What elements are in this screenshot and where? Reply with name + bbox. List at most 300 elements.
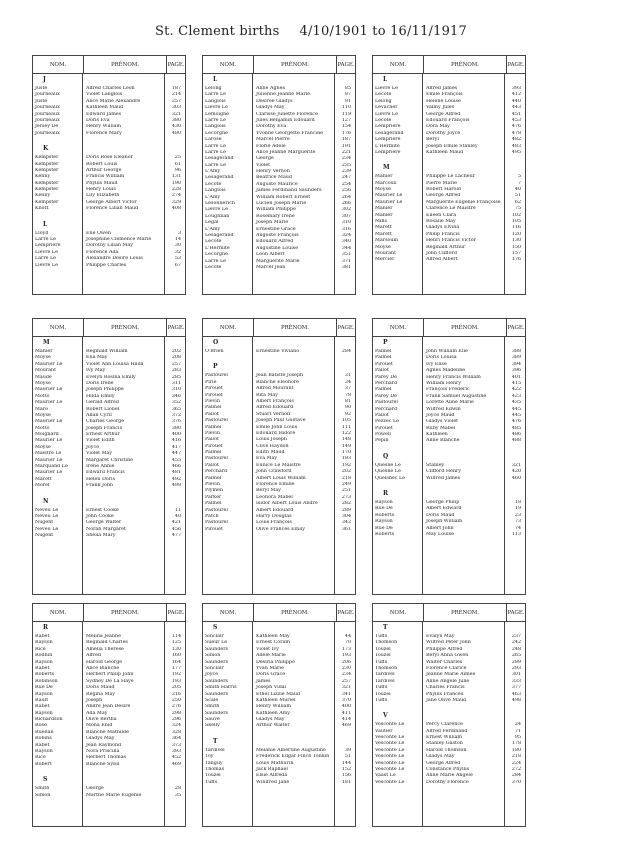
page-number: 400 [341, 704, 351, 710]
given-names: Louis Mathurin [256, 760, 294, 766]
page-number: 87 [344, 92, 351, 98]
given-names: Alice Blanche [86, 665, 120, 671]
page-number: 248 [511, 646, 521, 652]
letter-heading: P [383, 339, 388, 346]
letter-heading: P [213, 363, 218, 371]
column-divider [82, 74, 83, 294]
surname: Moyse [35, 444, 51, 450]
letter-heading: N [43, 497, 49, 505]
page-number: 181 [341, 779, 351, 785]
surname: Mourant [375, 250, 397, 256]
surname: Tuffs [205, 779, 218, 785]
surname: Pastourel [205, 373, 228, 379]
surname: Parker [205, 494, 222, 500]
given-names: Alice Jeanne Marguerite [256, 149, 316, 155]
surname: Rayson [35, 710, 53, 716]
given-names: Ernest Coram [256, 640, 290, 646]
given-names: Olive Frances Emily [256, 526, 305, 532]
given-names: François Frédéric [426, 387, 470, 393]
column-divider [334, 622, 335, 826]
page-number: 455 [171, 457, 181, 463]
given-names: Violet Edith [86, 438, 115, 444]
given-names: Phyllis Frances [426, 691, 464, 697]
table-header [373, 56, 525, 74]
page-number: 456 [171, 526, 181, 532]
page-number: 190 [171, 180, 181, 186]
page-number: 122 [341, 430, 351, 436]
page-number: 187 [171, 86, 181, 91]
page-number: 298 [171, 710, 181, 716]
given-names: Joseph Paul Gustave [256, 418, 306, 424]
page-number: 495 [511, 149, 521, 155]
surname: Vautier [375, 728, 393, 734]
given-names: Yvan Marie [256, 665, 284, 671]
surname: Tanguy [205, 760, 223, 766]
column-divider [164, 74, 165, 294]
page-number: 293 [511, 665, 521, 671]
table-row [373, 476, 525, 482]
surname: Roberts [35, 672, 55, 678]
given-names: Phyllis Maud [86, 180, 118, 186]
page-number: 488 [511, 438, 521, 444]
surname: Kempster [35, 161, 59, 167]
table-row [33, 131, 185, 137]
page-number: 256 [341, 188, 351, 194]
given-names: Helen Doris [86, 476, 116, 482]
letter-heading: Q [383, 452, 389, 460]
given-names: Auguste Maurice [256, 181, 298, 187]
page-number: 498 [511, 697, 521, 703]
page-number: 272 [511, 767, 521, 773]
surname: Pirouet [375, 425, 393, 431]
page-number: 131 [171, 174, 181, 180]
page-number: 228 [171, 187, 181, 193]
given-names: Doris Eva [86, 117, 110, 123]
column-divider [164, 622, 165, 826]
surname: Saunders [205, 691, 228, 697]
given-names: Aline Agnes [256, 86, 285, 91]
header-first-name: PRÉNOM. [254, 56, 337, 73]
given-names: Leonora Mabel [256, 494, 293, 500]
column-divider [164, 337, 165, 594]
table-header [203, 56, 355, 74]
surname: Parey De [375, 374, 397, 380]
given-names: Yvonne Georgette Francine [256, 130, 324, 136]
given-names: Evalyn May [426, 634, 455, 639]
surname: Maistre Le [35, 451, 62, 457]
page-number: 177 [171, 665, 181, 671]
surname: Plévin [205, 482, 220, 488]
surname: Vesconte Le [375, 754, 405, 760]
surname: Langlois [205, 188, 226, 194]
surname: Journeaux [35, 105, 60, 111]
given-names: Robert Louis [86, 161, 118, 167]
page-number: 466 [171, 464, 181, 470]
page-number: 342 [341, 520, 351, 526]
surname: L'Amy [205, 194, 221, 200]
page-number: 250 [171, 697, 181, 703]
given-names: Alexandre Désiré Louis [86, 256, 143, 262]
header-page: PAGE. [337, 324, 355, 331]
given-names: Lucien Joseph Marie [256, 201, 307, 207]
header-name: NOM. [203, 604, 254, 621]
page-number: 483 [511, 143, 521, 149]
given-names: Constance Phyllis [426, 767, 470, 773]
table-body [203, 337, 355, 594]
page-number: 34 [344, 379, 351, 385]
page-number: 176 [341, 130, 351, 136]
given-names: Allan Cyril [86, 412, 112, 418]
page-number: 85 [344, 86, 351, 91]
page-number: 435 [511, 400, 521, 406]
page-number: 70 [344, 640, 351, 646]
surname: Mourant [35, 368, 57, 374]
table-row [33, 263, 185, 269]
given-names: Alfred [86, 653, 101, 659]
surname: Palmel [375, 349, 392, 354]
given-names: Léon Albert [256, 252, 285, 258]
surname: Perchard [375, 406, 398, 412]
page-number: 296 [171, 717, 181, 723]
header-first-name: PRÉNOM. [424, 604, 507, 621]
header-first-name: PRÉNOM. [254, 604, 337, 621]
letter-heading: S [43, 776, 48, 784]
given-names: Henry Vernon [256, 169, 290, 175]
surname: Rose [35, 723, 47, 729]
letter-heading: T [383, 624, 388, 631]
given-names: Jane Olive Maud [426, 697, 467, 703]
register-section [32, 603, 526, 827]
surname: Kempster [35, 199, 59, 205]
given-names: Marthe Marie Eugénie [86, 792, 142, 798]
given-names: Charles Francis [426, 685, 465, 691]
page-number: 371 [341, 258, 351, 264]
given-names: Walter Charles [426, 659, 463, 665]
given-names: Ada May [86, 710, 108, 716]
surname: Robinson [35, 678, 58, 684]
page-number: 304 [341, 513, 351, 519]
register-table [372, 603, 526, 827]
surname: Tardivel [375, 672, 395, 678]
surname: Kempster [35, 167, 59, 173]
given-names: Rosemary Irene [256, 213, 295, 219]
given-names: Elsie Alfreda [256, 773, 288, 779]
given-names: Margaret Christine [86, 457, 134, 463]
surname: Simon [205, 653, 221, 659]
page-number: 205 [171, 685, 181, 691]
given-names: Florence Emilie [256, 482, 295, 488]
given-names: Joyce [86, 444, 100, 450]
surname: Touzel [375, 653, 391, 659]
page-number: 477 [171, 533, 181, 539]
page-number: 249 [341, 482, 351, 488]
surname: Robins [35, 736, 52, 742]
given-names: Wilfred Peter John [426, 640, 471, 646]
page-number: 91 [344, 98, 351, 104]
page-number: 478 [511, 130, 521, 136]
surname: L'Hermite [375, 143, 400, 149]
given-names: Mona Enid [86, 723, 113, 729]
register-table [372, 318, 526, 595]
page-number: 283 [171, 368, 181, 374]
surname: Plévin [205, 398, 220, 404]
page-number: 130 [171, 646, 181, 652]
page-number: 499 [171, 483, 181, 489]
given-names: Kathleen Muriel [256, 697, 296, 703]
given-names: Philippe Charles [86, 262, 127, 268]
given-names: Harry Douglas [256, 513, 292, 519]
page-number: 105 [511, 219, 521, 225]
given-names: George Philip [426, 500, 460, 506]
surname: Skelly [205, 723, 220, 729]
surname: Thomson [375, 640, 398, 646]
letter-heading: S [213, 624, 218, 631]
given-names: Stanley [426, 462, 445, 468]
surname: Maurier Le [375, 193, 403, 199]
table-body [373, 74, 525, 294]
given-names: James [256, 678, 271, 684]
page-number: 237 [511, 634, 521, 639]
given-names: Robert Lionel [86, 406, 120, 412]
page-number: 329 [171, 199, 181, 205]
page-number: 276 [171, 704, 181, 710]
register-table [372, 55, 526, 295]
given-names: Ernest Arthur [86, 432, 120, 438]
letter-heading: L [43, 220, 48, 228]
surname: Palmel [205, 405, 222, 411]
given-names: Lorette Aline Marie [426, 400, 474, 406]
header-name: NOM. [33, 56, 84, 73]
given-names: Ena May [86, 355, 108, 361]
page-number: 242 [511, 640, 521, 646]
surname: Saunders [205, 646, 228, 652]
page-number: 307 [341, 213, 351, 219]
given-names: Doris Maud [426, 512, 455, 518]
given-names: Julienne Jeanne Marie [256, 92, 311, 98]
given-names: Winifred Jane [256, 779, 290, 785]
given-names: Doris Rose Eleanor [86, 155, 133, 161]
surname: Marcoux [375, 180, 397, 186]
surname: Larose [205, 137, 222, 143]
surname: Marquand Le [35, 464, 68, 470]
surname: Lièvre Le [375, 86, 398, 91]
given-names: Alice Marie Alexandre [86, 98, 141, 104]
letter-heading: O [213, 339, 219, 346]
page-number: 333 [511, 678, 521, 684]
given-names: Gladys May [256, 717, 285, 723]
page-number: 372 [171, 412, 181, 418]
surname: Nugent [35, 533, 54, 539]
surname: Lecorgne [205, 252, 228, 258]
given-names: Clifford Henry [426, 469, 462, 475]
page-number: 257 [171, 361, 181, 367]
surname: Robert [35, 761, 52, 767]
surname: Touzel [375, 691, 391, 697]
surname: Jersey De [35, 124, 59, 130]
surname: Tuffs [375, 685, 388, 691]
page-number: 377 [511, 685, 521, 691]
page-number: 216 [171, 691, 181, 697]
surname: Thomas [205, 767, 225, 773]
surname: Rodhin [35, 653, 53, 659]
page-number: 130 [511, 238, 521, 244]
given-names: Ernest William [426, 735, 463, 741]
given-names: Kathleen Amy [256, 710, 291, 716]
page-number: 92 [344, 411, 351, 417]
given-names: Louis Joseph [256, 437, 287, 443]
page-number: 420 [511, 469, 521, 475]
page-number: 264 [341, 194, 351, 200]
given-names: Joseph Émile Stanley [426, 143, 478, 149]
letter-heading: T [213, 737, 218, 745]
page-number: 187 [341, 137, 351, 143]
surname: Roberts [375, 531, 395, 537]
page-number: 164 [171, 659, 181, 665]
page-number: 73 [514, 519, 521, 525]
surname: Maurier Le [35, 400, 63, 406]
surname: Pallot [205, 462, 219, 468]
page-number: 485 [511, 425, 521, 431]
page-number: 284 [341, 349, 351, 354]
page-number: 469 [341, 723, 351, 729]
given-names: George Alfred [426, 760, 461, 766]
page-number: 35 [174, 792, 181, 798]
column-divider [334, 74, 335, 294]
page-number: 114 [171, 634, 181, 639]
given-names: Violet Langlois [86, 92, 123, 98]
header-page: PAGE. [167, 61, 185, 68]
header-page: PAGE. [507, 324, 525, 331]
header-first-name: PRÉNOM. [254, 319, 337, 336]
table-row [203, 780, 355, 786]
given-names: Sheila Mary [86, 533, 116, 539]
given-names: James Ferdinand Saunders [256, 188, 322, 194]
table-body [33, 337, 185, 594]
given-names: Marguerite Marie [256, 258, 300, 264]
page-number: 19 [514, 506, 521, 512]
given-names: André Jean Désiré [86, 704, 131, 710]
surname: Pirouet [205, 443, 223, 449]
surname: Tardivel [205, 747, 225, 753]
page-number: 460 [511, 475, 521, 481]
page-number: 412 [511, 92, 521, 98]
surname: Kenny [35, 193, 51, 199]
given-names: George [256, 156, 274, 162]
given-names: Violet [256, 162, 271, 168]
surname: Lemprière [375, 137, 401, 143]
page-number: 365 [171, 406, 181, 412]
surname: Kempster [35, 187, 59, 193]
given-names: Ernestine Grace [256, 226, 296, 232]
table-header [33, 604, 185, 622]
page-number: 116 [511, 225, 521, 231]
surname: Larre Le [205, 149, 227, 155]
table-row [33, 762, 185, 768]
page-number: 51 [514, 193, 521, 199]
page-number: 481 [171, 470, 181, 476]
table-row [373, 780, 525, 786]
page-number: 453 [511, 117, 521, 123]
surname: Vesconte Le [375, 722, 405, 728]
given-names: William Henry [426, 380, 462, 386]
given-names: Frank John [86, 483, 113, 489]
surname: Pirie [205, 379, 217, 385]
table-body [373, 337, 525, 594]
surname: Rayson [35, 691, 53, 697]
given-names: Nora Priscilla [86, 749, 120, 755]
surname: Sinclair [205, 665, 224, 671]
page-number: 289 [511, 659, 521, 665]
page-number: 61 [174, 161, 181, 167]
surname: Lesagerand [205, 175, 234, 181]
surname: Pirouet [205, 526, 223, 532]
given-names: Stanley Gaston [426, 741, 463, 747]
given-names: Blanche Sybil [86, 761, 120, 767]
page-number: 310 [171, 387, 181, 393]
page-number: 113 [511, 531, 521, 537]
surname: Kenny [35, 174, 51, 180]
register-table [32, 603, 186, 827]
given-names: Ruby Mabel [426, 425, 456, 431]
surname: Larre Le [205, 162, 227, 168]
surname: Mahier [375, 212, 393, 218]
surname: Lecorgne [205, 130, 228, 136]
given-names: Aline Marie Angèle [426, 773, 473, 779]
header-page: PAGE. [167, 324, 185, 331]
surname: Maré [35, 406, 48, 412]
page-number: 178 [511, 741, 521, 747]
given-names: Norah Margaret [86, 526, 126, 532]
page-number: 53 [174, 256, 181, 262]
given-names: Édouard Isidore [256, 430, 296, 436]
surname: Rault [35, 697, 49, 703]
surname: Pastourel [205, 520, 228, 526]
surname: Juste [35, 98, 48, 104]
given-names: Jack Raphael [256, 767, 288, 773]
given-names: Mélina Jeanne [86, 634, 121, 639]
surname: Rabet [35, 634, 50, 639]
given-names: Dora May [426, 124, 450, 130]
surname: L'Amy [205, 226, 221, 232]
page-number: 160 [171, 653, 181, 659]
surname: Maurier Le [35, 419, 63, 425]
surname: Scale [205, 697, 219, 703]
page-number: 301 [511, 672, 521, 678]
given-names: Kathleen [426, 432, 448, 438]
given-names: John Cooke [86, 513, 114, 519]
page-number: 266 [341, 201, 351, 207]
surname: Journeaux [35, 92, 60, 98]
given-names: Joseph Vidal [256, 685, 287, 691]
page-number: 239 [341, 169, 351, 175]
page-number: 430 [171, 124, 181, 130]
surname: Juste [35, 86, 48, 91]
page-number: 452 [171, 755, 181, 761]
surname: Moyse [375, 187, 391, 193]
surname: Lecote [375, 92, 392, 98]
header-page: PAGE. [337, 609, 355, 616]
page-number: 74 [514, 525, 521, 531]
surname: Marsouin [375, 238, 399, 244]
given-names: Violet May [86, 451, 113, 457]
surname: Pirouet [375, 361, 393, 367]
given-names: Auguste François [256, 232, 299, 238]
surname: Plévin [205, 430, 220, 436]
given-names: Henry Francis William [426, 374, 481, 380]
header-first-name: PRÉNOM. [84, 604, 167, 621]
table-header [203, 319, 355, 337]
letter-heading: R [383, 490, 388, 498]
